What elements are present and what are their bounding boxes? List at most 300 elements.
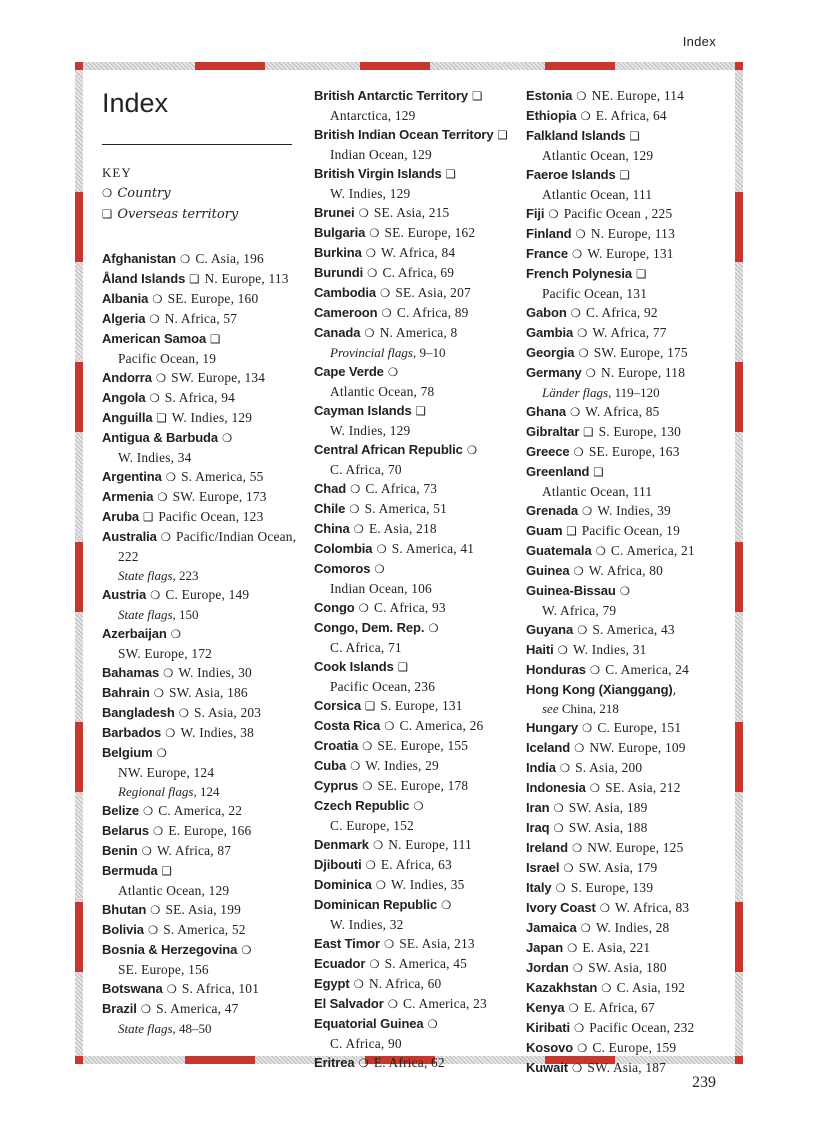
entry-name: Burkina xyxy=(314,245,362,260)
country-symbol-icon: ❍ xyxy=(381,306,392,320)
entry-location-page: E. Asia, 218 xyxy=(368,521,437,536)
entry-name: Israel xyxy=(526,860,560,875)
index-entry xyxy=(526,878,726,898)
index-entry xyxy=(526,126,726,165)
country-symbol-icon: ❍ xyxy=(375,878,387,892)
entry-location-page: Pacific/Indian Ocean, 222 xyxy=(118,529,297,564)
entry-location-page: C. Europe, 151 xyxy=(597,720,682,735)
entry-location-page: Atlantic Ocean, 78 xyxy=(330,384,435,399)
index-entry xyxy=(314,1053,514,1073)
key-territory xyxy=(102,204,298,225)
index-column-3 xyxy=(526,86,726,1078)
country-symbol-icon: ❍ xyxy=(364,326,375,340)
entry-location-page: C. Asia, 196 xyxy=(195,251,264,266)
index-entry xyxy=(314,362,514,401)
country-symbol-icon: ❍ xyxy=(555,881,566,895)
entry-name: Ecuador xyxy=(314,956,366,971)
entry-location-page: E. Asia, 221 xyxy=(582,940,651,955)
country-symbol-icon: ❍ xyxy=(365,246,377,260)
entry-location-page: S. America, 52 xyxy=(163,922,246,937)
index-entry xyxy=(526,501,726,521)
entry-location-page: Indian Ocean, 106 xyxy=(330,581,432,596)
index-entry xyxy=(314,736,514,756)
index-entry xyxy=(314,835,514,855)
country-symbol-icon: ❍ xyxy=(369,226,380,240)
entry-name: Japan xyxy=(526,940,564,955)
entry-name: Albania xyxy=(102,291,149,306)
country-symbol-icon: ❍ xyxy=(572,247,583,261)
entry-name: Fiji xyxy=(526,206,545,221)
entry-location-page: SE. Europe, 155 xyxy=(377,738,469,753)
index-entry xyxy=(314,303,514,323)
entry-name: Cape Verde xyxy=(314,364,384,379)
index-entry xyxy=(314,716,514,736)
index-entry xyxy=(526,303,726,323)
index-entry xyxy=(526,581,726,620)
territory-symbol-icon: ❑ xyxy=(583,425,594,439)
subentry-pages: , 119–120 xyxy=(608,385,660,400)
country-symbol-icon: ❍ xyxy=(362,739,373,753)
subentry-pages: , 124 xyxy=(193,784,220,799)
index-entry xyxy=(102,979,298,999)
entry-name: Bolivia xyxy=(102,922,144,937)
entry-name: Guatemala xyxy=(526,543,592,558)
index-entry xyxy=(526,858,726,878)
entry-location-page: NE. Europe, 114 xyxy=(591,88,685,103)
index-entry xyxy=(102,624,298,663)
territory-symbol-icon: ❑ xyxy=(189,272,200,286)
entry-location-page: Pacific Ocean, 236 xyxy=(330,679,436,694)
entry-name: Bosnia & Herzegovina xyxy=(102,942,238,957)
entry-location-page: W. Indies, 29 xyxy=(365,758,439,773)
key-country-label: Country xyxy=(117,186,171,201)
entry-subentry xyxy=(542,383,726,402)
entry-location-page: S. Europe, 131 xyxy=(380,698,463,713)
entry-name: Cook Islands xyxy=(314,659,394,674)
index-entry xyxy=(314,401,514,440)
border-accent xyxy=(185,1056,255,1064)
country-symbol-icon: ❍ xyxy=(427,1017,438,1031)
border-accent xyxy=(735,62,743,70)
subentry-label: Länder flags xyxy=(542,385,609,400)
index-entry xyxy=(314,164,514,203)
entry-location-page: N. Europe, 113 xyxy=(204,271,289,286)
country-symbol-icon: ❍ xyxy=(548,207,559,221)
entry-subentry xyxy=(330,343,514,362)
index-entry xyxy=(102,743,298,801)
entry-name: Bermuda xyxy=(102,863,158,878)
entry-location-page: N. Africa, 60 xyxy=(368,976,442,991)
key-country xyxy=(102,183,298,204)
index-entry xyxy=(526,204,726,224)
subentry-pages: , 9–10 xyxy=(412,345,446,360)
entry-location-page: W. Africa, 87 xyxy=(156,843,232,858)
country-symbol-icon: ❍ xyxy=(367,266,378,280)
index-entry xyxy=(526,462,726,501)
entry-name: Belarus xyxy=(102,823,149,838)
entry-location-page: Atlantic Ocean, 111 xyxy=(542,484,653,499)
territory-symbol-icon: ❑ xyxy=(497,128,508,142)
entry-location-page: S. America, 51 xyxy=(364,501,447,516)
entry-name: Haiti xyxy=(526,642,554,657)
index-entry xyxy=(526,738,726,758)
border-accent xyxy=(735,362,743,432)
entry-name: Kenya xyxy=(526,1000,565,1015)
territory-symbol-icon: ❑ xyxy=(210,332,221,346)
entry-location-page: SE. Europe, 162 xyxy=(384,225,476,240)
entry-location-page: S. Asia, 200 xyxy=(575,760,643,775)
entry-name: Grenada xyxy=(526,503,579,518)
entry-name: Kiribati xyxy=(526,1020,570,1035)
entry-location-page: SE. Europe, 178 xyxy=(377,778,469,793)
entry-location-page: Pacific Ocean, 19 xyxy=(581,523,680,538)
entry-name: Afghanistan xyxy=(102,251,177,266)
entry-location-page: SW. Asia, 188 xyxy=(568,820,648,835)
territory-symbol-icon: ❑ xyxy=(102,207,113,221)
entry-location-page: SE. Asia, 215 xyxy=(373,205,450,220)
entry-name: Iraq xyxy=(526,820,550,835)
country-symbol-icon: ❍ xyxy=(573,445,584,459)
entry-name: Georgia xyxy=(526,345,575,360)
entry-name: Azerbaijan xyxy=(102,626,167,641)
entry-name: Falkland Islands xyxy=(526,128,626,143)
country-symbol-icon: ❍ xyxy=(147,923,159,937)
entry-name: Djibouti xyxy=(314,857,362,872)
entry-name: Equatorial Guinea xyxy=(314,1016,424,1031)
entry-name: Anguilla xyxy=(102,410,153,425)
border-accent xyxy=(735,902,743,972)
title-divider xyxy=(102,144,292,145)
index-entry xyxy=(314,440,514,479)
entry-name: Greenland xyxy=(526,464,590,479)
index-entry xyxy=(526,106,726,126)
entry-location-page: S. Africa, 101 xyxy=(181,981,260,996)
country-symbol-icon: ❍ xyxy=(362,779,373,793)
entry-location-page: C. Africa, 71 xyxy=(330,640,402,655)
country-symbol-icon: ❍ xyxy=(170,627,182,641)
country-symbol-icon: ❍ xyxy=(599,901,611,915)
entry-location-page: Atlantic Ocean, 129 xyxy=(542,148,654,163)
entry-location-page: SW. Asia, 186 xyxy=(169,685,248,700)
entry-list xyxy=(102,249,298,1038)
country-symbol-icon: ❍ xyxy=(580,921,591,935)
entry-name: Iceland xyxy=(526,740,571,755)
entry-location-page: SE. Asia, 207 xyxy=(395,285,471,300)
entry-subentry xyxy=(118,566,298,585)
country-symbol-icon: ❍ xyxy=(553,801,564,815)
index-entry xyxy=(102,841,298,861)
entry-location-page: S. America, 41 xyxy=(391,541,475,556)
country-symbol-icon: ❍ xyxy=(358,1056,369,1070)
country-symbol-icon: ❍ xyxy=(576,89,587,103)
index-entry xyxy=(526,442,726,462)
country-symbol-icon: ❍ xyxy=(178,706,189,720)
index-entry xyxy=(526,640,726,660)
country-symbol-icon: ❍ xyxy=(353,977,364,991)
index-entry xyxy=(314,499,514,519)
border-accent xyxy=(75,542,83,612)
entry-name: Jordan xyxy=(526,960,569,975)
entry-location-page: S. America, 55 xyxy=(181,469,264,484)
entry-location-page: C. Europe, 152 xyxy=(330,818,414,833)
country-symbol-icon: ❍ xyxy=(180,252,191,266)
entry-location-page: W. Indies, 129 xyxy=(330,423,411,438)
entry-name: Ireland xyxy=(526,840,568,855)
entry-name: Belgium xyxy=(102,745,153,760)
index-entry xyxy=(314,618,514,657)
country-symbol-icon: ❍ xyxy=(601,981,612,995)
entry-name: France xyxy=(526,246,569,261)
entry-name: Cuba xyxy=(314,758,347,773)
index-entry xyxy=(102,900,298,920)
entry-name: Belize xyxy=(102,803,139,818)
country-symbol-icon: ❍ xyxy=(568,1001,579,1015)
index-entry xyxy=(526,165,726,204)
entry-location-page: SW. Europe, 173 xyxy=(172,489,267,504)
country-symbol-icon: ❍ xyxy=(376,542,387,556)
territory-symbol-icon: ❑ xyxy=(566,524,577,538)
index-entry xyxy=(526,838,726,858)
entry-location-page: W. Indies, 129 xyxy=(171,410,253,425)
index-entry xyxy=(102,269,298,289)
index-entry xyxy=(314,479,514,499)
entry-location-page: Pacific Ocean , 225 xyxy=(563,206,673,221)
border-accent xyxy=(360,62,430,70)
entry-name: Cambodia xyxy=(314,285,377,300)
index-entry xyxy=(526,938,726,958)
entry-name: Kosovo xyxy=(526,1040,574,1055)
territory-symbol-icon: ❑ xyxy=(472,89,483,103)
index-entry xyxy=(314,994,514,1014)
subentry-pages: , 48–50 xyxy=(172,1021,212,1036)
entry-name: Eritrea xyxy=(314,1055,355,1070)
entry-name: Czech Republic xyxy=(314,798,410,813)
country-symbol-icon: ❍ xyxy=(152,292,163,306)
entry-name: Benin xyxy=(102,843,138,858)
country-symbol-icon: ❍ xyxy=(155,371,167,385)
entry-name: Algeria xyxy=(102,311,146,326)
entry-location-page: SW. Asia, 179 xyxy=(578,860,658,875)
index-entry xyxy=(526,718,726,738)
country-symbol-icon: ❍ xyxy=(241,943,252,957)
entry-name: Cameroon xyxy=(314,305,378,320)
country-symbol-icon: ❍ xyxy=(102,186,113,200)
index-entry xyxy=(526,402,726,422)
entry-location-page: N. Europe, 118 xyxy=(600,365,686,380)
entry-name: Central African Republic xyxy=(314,442,463,457)
index-entry xyxy=(102,723,298,743)
entry-location-page: C. Asia, 192 xyxy=(616,980,686,995)
entry-location-page: W. Africa, 77 xyxy=(592,325,667,340)
entry-name: Ethiopia xyxy=(526,108,577,123)
entry-location-page: C. America, 26 xyxy=(399,718,484,733)
index-entry xyxy=(526,778,726,798)
entry-name: Ivory Coast xyxy=(526,900,596,915)
entry-name: Italy xyxy=(526,880,552,895)
subentry-label: State flags xyxy=(118,607,173,622)
index-entry xyxy=(526,978,726,998)
entry-location-page: SW. Asia, 187 xyxy=(587,1060,667,1075)
page-title: Index xyxy=(102,88,169,118)
entry-location-page: W. Indies, 34 xyxy=(118,450,192,465)
border-accent xyxy=(735,722,743,792)
index-entry xyxy=(102,999,298,1038)
entry-see-label: see xyxy=(542,701,559,716)
entry-name: Guyana xyxy=(526,622,574,637)
entry-name: Iran xyxy=(526,800,550,815)
entry-location-page: W. Europe, 131 xyxy=(587,246,674,261)
index-entry xyxy=(314,86,514,125)
entry-location-page: E. Africa, 62 xyxy=(373,1055,445,1070)
entry-location-page: Pacific Ocean, 123 xyxy=(158,509,264,524)
country-symbol-icon: ❍ xyxy=(569,405,581,419)
country-symbol-icon: ❍ xyxy=(589,663,601,677)
country-symbol-icon: ❍ xyxy=(156,746,167,760)
entry-name: Congo, Dem. Rep. xyxy=(314,620,425,635)
entry-location-page: SE. Europe, 163 xyxy=(588,444,680,459)
index-entry xyxy=(102,801,298,821)
country-symbol-icon: ❍ xyxy=(353,522,364,536)
country-symbol-icon: ❍ xyxy=(619,584,631,598)
entry-name: Gambia xyxy=(526,325,574,340)
entry-name: Croatia xyxy=(314,738,359,753)
country-symbol-icon: ❍ xyxy=(160,530,172,544)
entry-location-page: SW. Asia, 189 xyxy=(568,800,648,815)
entry-name: Greece xyxy=(526,444,570,459)
entry-name: Finland xyxy=(526,226,572,241)
entry-name: El Salvador xyxy=(314,996,384,1011)
index-entry xyxy=(314,125,514,164)
entry-location-page: S. Africa, 94 xyxy=(164,390,236,405)
entry-name: Dominica xyxy=(314,877,372,892)
territory-symbol-icon: ❑ xyxy=(593,465,604,479)
country-symbol-icon: ❍ xyxy=(350,759,361,773)
country-symbol-icon: ❍ xyxy=(413,799,424,813)
country-symbol-icon: ❍ xyxy=(570,306,581,320)
country-symbol-icon: ❍ xyxy=(140,1002,152,1016)
entry-name: Dominican Republic xyxy=(314,897,438,912)
index-entry xyxy=(314,598,514,618)
entry-name: Åland Islands xyxy=(102,271,186,286)
index-entry xyxy=(526,918,726,938)
entry-location-page: C. America, 24 xyxy=(605,662,690,677)
territory-symbol-icon: ❑ xyxy=(365,699,376,713)
entry-subentry xyxy=(118,782,298,801)
entry-name: Comoros xyxy=(314,561,371,576)
index-entry xyxy=(314,283,514,303)
index-entry xyxy=(102,487,298,507)
territory-symbol-icon: ❑ xyxy=(156,411,167,425)
index-entry xyxy=(102,703,298,723)
entry-name: Barbados xyxy=(102,725,162,740)
country-symbol-icon: ❍ xyxy=(153,686,165,700)
border-accent xyxy=(735,1056,743,1064)
entry-name: Estonia xyxy=(526,88,573,103)
country-symbol-icon: ❍ xyxy=(141,844,152,858)
entry-location-page: SE. Asia, 212 xyxy=(605,780,681,795)
entry-name: Kuwait xyxy=(526,1060,569,1075)
index-entry xyxy=(314,696,514,716)
index-entry xyxy=(526,363,726,402)
entry-name: Colombia xyxy=(314,541,373,556)
index-entry xyxy=(314,223,514,243)
index-entry xyxy=(526,86,726,106)
entry-location-page: C. Europe, 159 xyxy=(592,1040,677,1055)
entry-name: French Polynesia xyxy=(526,266,633,281)
country-symbol-icon: ❍ xyxy=(372,838,384,852)
index-entry xyxy=(526,1038,726,1058)
entry-name: Cayman Islands xyxy=(314,403,412,418)
entry-name: Germany xyxy=(526,365,582,380)
index-entry xyxy=(526,521,726,541)
country-symbol-icon: ❍ xyxy=(165,726,176,740)
index-entry xyxy=(102,683,298,703)
entry-location-page: W. Africa, 79 xyxy=(542,603,617,618)
index-entry xyxy=(102,920,298,940)
country-symbol-icon: ❍ xyxy=(557,643,568,657)
index-entry xyxy=(102,507,298,527)
entry-name: Gabon xyxy=(526,305,567,320)
index-entry xyxy=(314,776,514,796)
index-entry xyxy=(102,249,298,269)
index-entry xyxy=(314,756,514,776)
index-entry xyxy=(526,323,726,343)
entry-name: Chad xyxy=(314,481,347,496)
entry-location-page: C. Africa, 90 xyxy=(330,1036,402,1051)
country-symbol-icon: ❍ xyxy=(365,858,376,872)
border-accent xyxy=(75,192,83,262)
entry-location-page: C. Africa, 89 xyxy=(396,305,469,320)
country-symbol-icon: ❍ xyxy=(572,1061,583,1075)
country-symbol-icon: ❍ xyxy=(572,961,584,975)
entry-location-page: SW. Europe, 134 xyxy=(171,370,266,385)
entry-name: East Timor xyxy=(314,936,380,951)
entry-location-page: S. Asia, 203 xyxy=(194,705,262,720)
index-column-1 xyxy=(102,86,298,1038)
country-symbol-icon: ❍ xyxy=(595,544,606,558)
index-entry xyxy=(314,519,514,539)
entry-location-page: E. Africa, 64 xyxy=(595,108,667,123)
entry-location-page: S. Europe, 139 xyxy=(570,880,654,895)
index-entry xyxy=(526,998,726,1018)
index-entry xyxy=(102,527,298,585)
country-symbol-icon: ❍ xyxy=(149,391,160,405)
entry-location-page: E. Europe, 166 xyxy=(168,823,252,838)
territory-symbol-icon: ❑ xyxy=(143,510,154,524)
country-symbol-icon: ❍ xyxy=(142,804,154,818)
entry-name: Andorra xyxy=(102,370,152,385)
border-accent xyxy=(75,1056,83,1064)
country-symbol-icon: ❍ xyxy=(374,562,385,576)
entry-location-page: SE. Europe, 156 xyxy=(118,962,209,977)
entry-name: Bhutan xyxy=(102,902,147,917)
entry-location-page: C. Europe, 149 xyxy=(165,587,250,602)
border-accent xyxy=(545,62,615,70)
territory-symbol-icon: ❑ xyxy=(619,168,630,182)
entry-location-page: Atlantic Ocean, 129 xyxy=(118,883,230,898)
border-accent xyxy=(195,62,265,70)
entry-name: Burundi xyxy=(314,265,364,280)
entry-location-page: W. Indies, 38 xyxy=(180,725,254,740)
index-entry xyxy=(102,467,298,487)
entry-name: Bahamas xyxy=(102,665,160,680)
index-entry xyxy=(314,263,514,283)
entry-name: Indonesia xyxy=(526,780,586,795)
entry-location-page: S. America, 47 xyxy=(156,1001,239,1016)
country-symbol-icon: ❍ xyxy=(582,721,593,735)
border-accent xyxy=(735,542,743,612)
entry-name: Guinea xyxy=(526,563,570,578)
